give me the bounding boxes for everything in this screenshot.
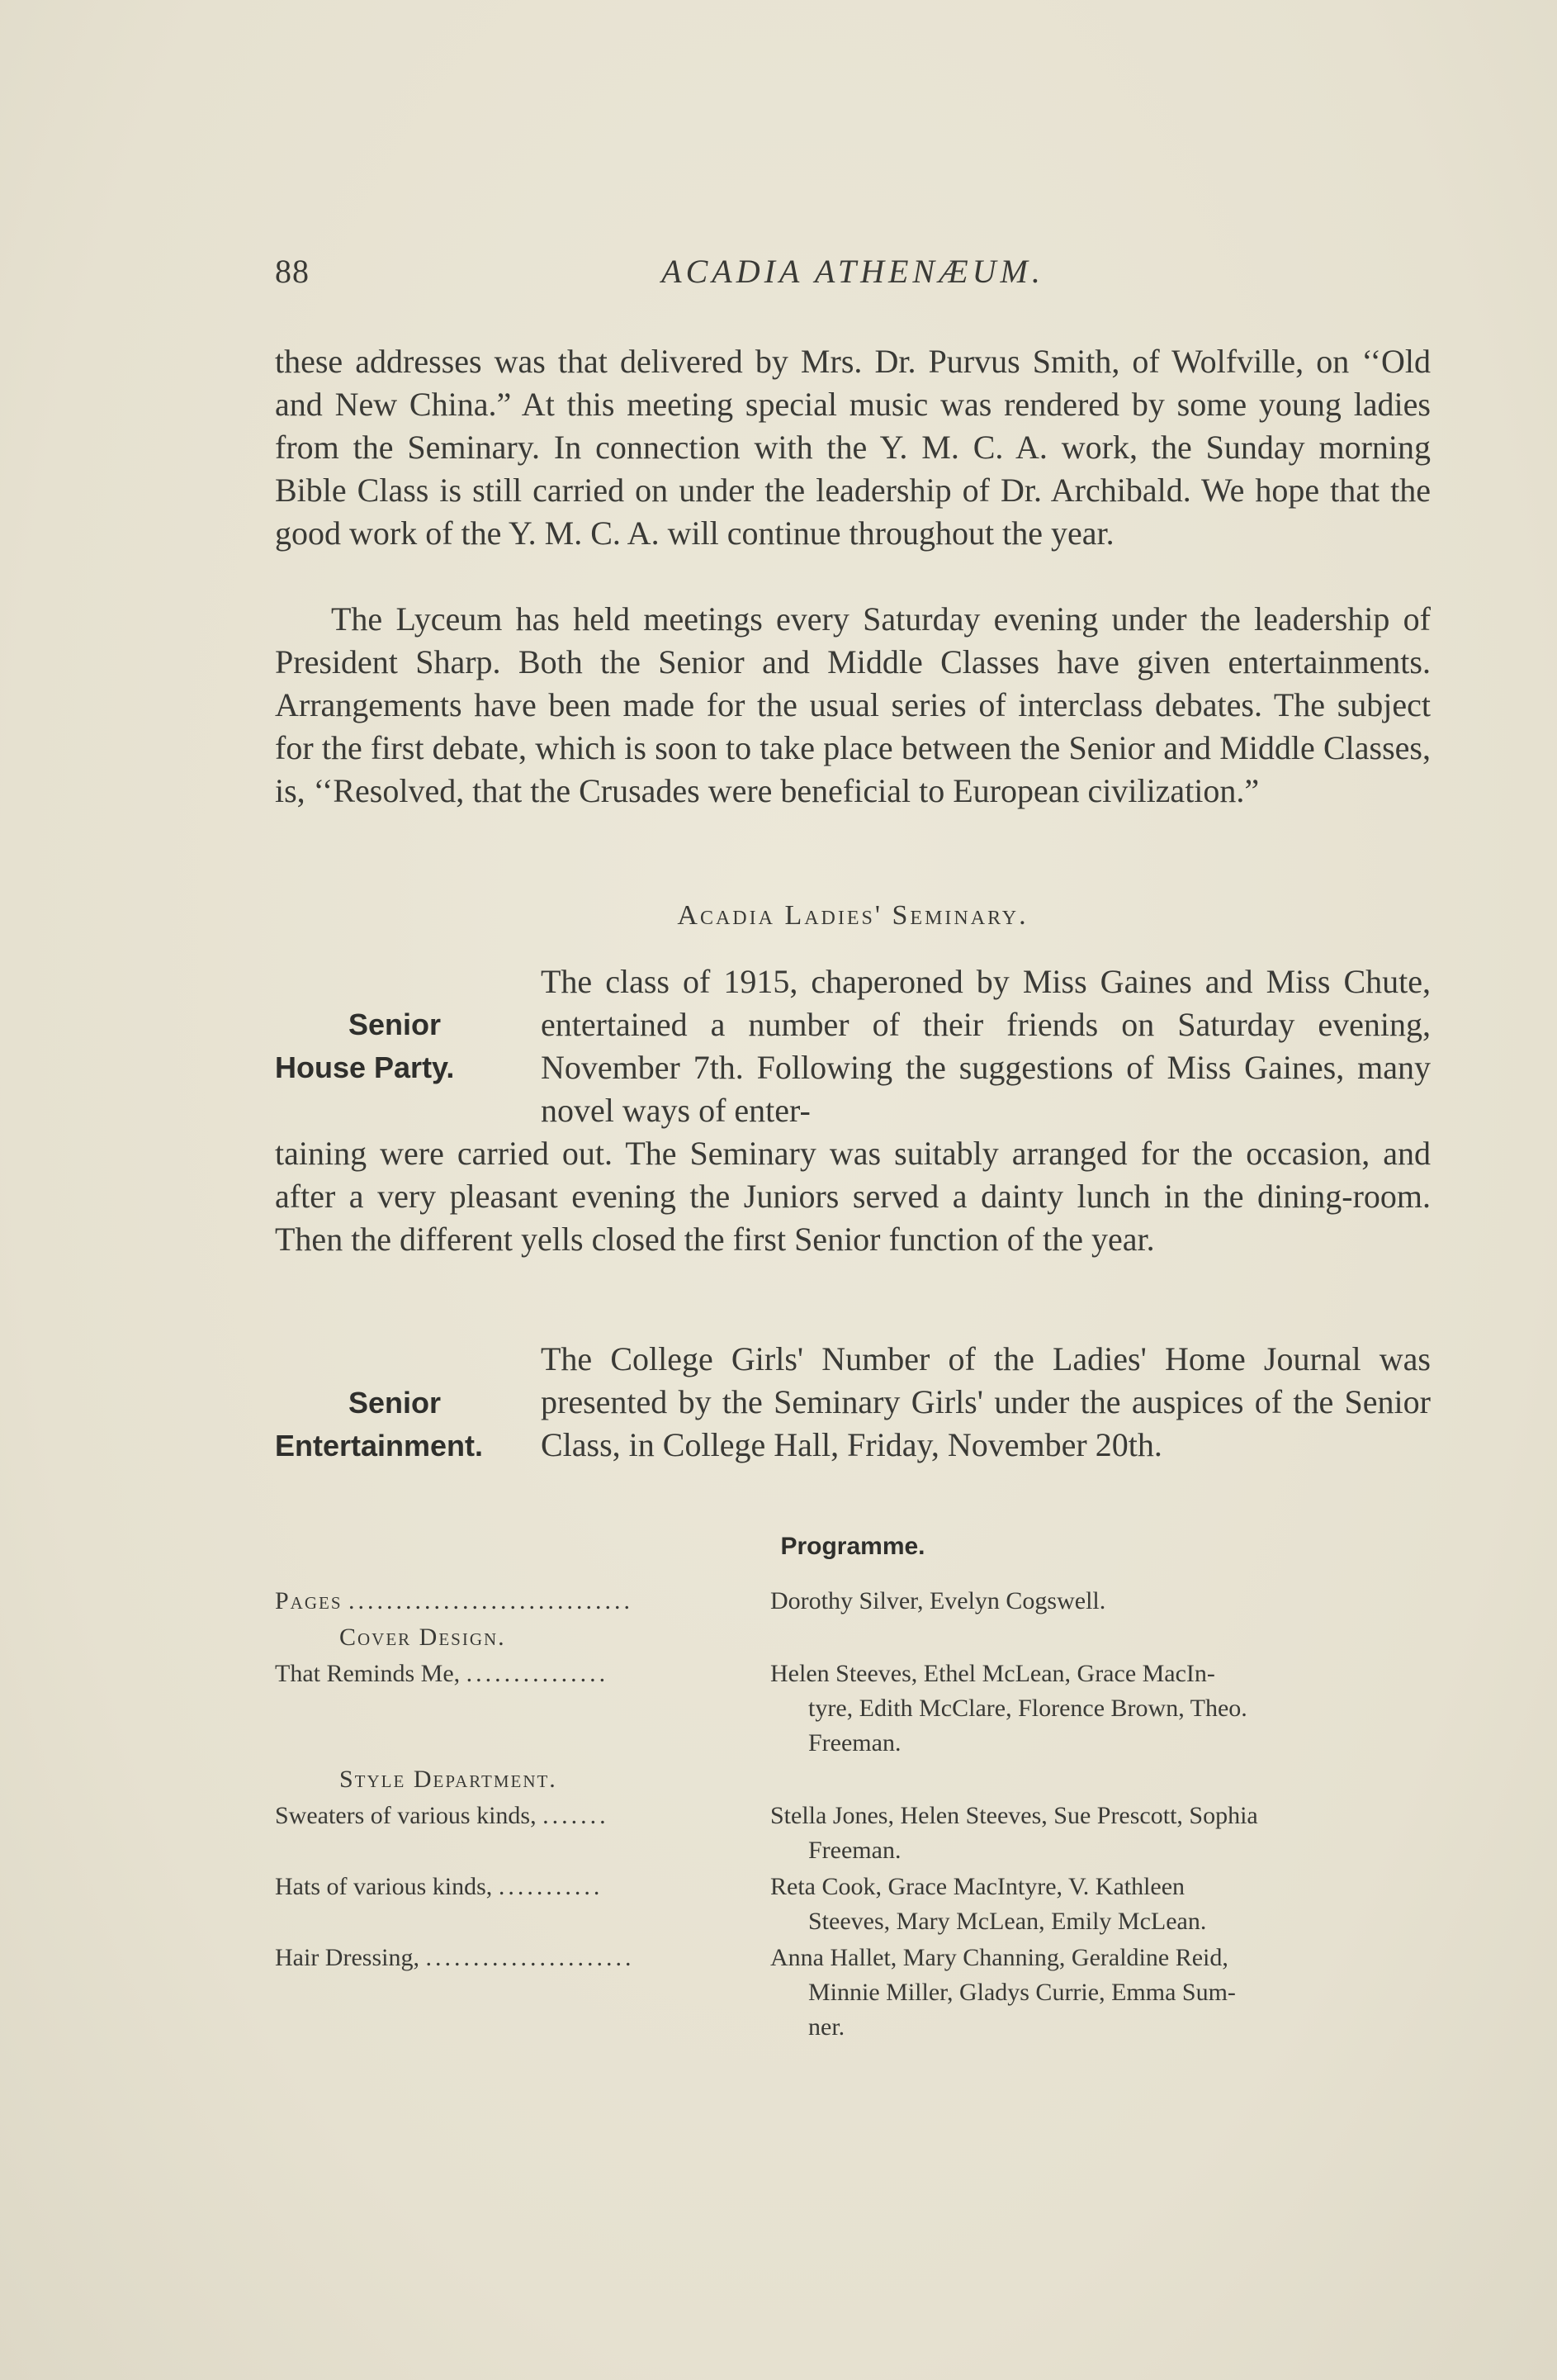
programme-item-performers <box>770 1584 1431 1619</box>
programme-leader-dots: .............................. <box>348 1587 634 1614</box>
programme-leader-dots: ...................... <box>425 1944 635 1971</box>
programme-item-title <box>275 1870 770 1904</box>
programme-item-label: Hair Dressing, <box>275 1944 419 1971</box>
programme-item-title <box>275 1657 770 1691</box>
programme-subhead: Style Department. <box>339 1766 557 1793</box>
sidehead-entertainment-line2: Entertainment. <box>275 1429 484 1463</box>
sidehead-house-party-line2: House Party. <box>275 1050 455 1084</box>
programme-item-label: That Reminds Me, <box>275 1660 461 1687</box>
programme-performers-line: Anna Hallet, Mary Channing, Geraldine Reid, <box>770 1944 1228 1971</box>
programme-item-performers <box>770 1799 1431 1868</box>
paragraph-ymca <box>275 340 1431 555</box>
page-header <box>275 252 1431 301</box>
sidehead-entertainment-line1: Senior <box>348 1386 442 1420</box>
paragraph-lyceum-text: The Lyceum has held meetings every Saturday evening under the leadership of President Sharp. Both the Senior and Middle Classes have given entertainments. Arrangements have been made for the usual series of interclass debates. The subject for the first debate, which is soon to take place between the Senior and Middle Classes, is, ‘‘Resolved, that the Crusades were beneficial to European civilization.” <box>275 600 1431 809</box>
programme-item-performers <box>770 1870 1431 1939</box>
programme-performers-line: Helen Steeves, Ethel McLean, Grace MacIn- <box>770 1660 1215 1687</box>
house-party-continuation-text: taining were carried out. The Seminary was suitably arranged for the occasion, and after a very pleasant evening the Juniors served a dainty lunch in the dining-room. Then the different yells closed the first Senior function of the year. <box>275 1135 1431 1258</box>
programme-subhead: Cover Design. <box>339 1624 506 1651</box>
programme-heading: Programme. <box>780 1533 925 1560</box>
paragraph-lyceum <box>275 598 1431 813</box>
programme-performers-continuation: ner. <box>808 2013 845 2041</box>
programme-leader-dots: ............... <box>466 1660 609 1687</box>
programme-leader-dots: ........... <box>498 1873 603 1900</box>
entertainment-indented-text: The College Girls' Number of the Ladies' Home Journal was presented by the Seminary Girls' under the auspices of the Senior Class, in College Hall, Friday, November 20th. <box>541 1340 1431 1463</box>
house-party-indented-text: The class of 1915, chaperoned by Miss Gaines and Miss Chute, entertained a number of their friends on Saturday evening, November 7th. Following the suggestions of Miss Gaines, many novel ways of enter- <box>541 963 1431 1129</box>
programme-performers-line: Reta Cook, Grace MacIntyre, V. Kathleen <box>770 1873 1185 1900</box>
running-title: ACADIA ATHENÆUM. <box>661 253 1044 290</box>
programme-performers-line: Dorothy Silver, Evelyn Cogswell. <box>770 1587 1106 1614</box>
programme-item-performers <box>770 1941 1431 2045</box>
programme-performers-continuation: Freeman. <box>808 1729 902 1757</box>
programme-performers-continuation: Minnie Miller, Gladys Currie, Emma Sum- <box>808 1979 1236 2006</box>
programme-performers-continuation: tyre, Edith McClare, Florence Brown, Theo. <box>808 1695 1247 1722</box>
paragraph-ymca-text: these addresses was that delivered by Mrs. Dr. Purvus Smith, of Wolfville, on ‘‘Old and New China.” At this meeting special music was rendered by some young ladies from the Seminary. In connection with the Y. M. C. A. work, the Sunday morning Bible Class is still carried on under the leadership of Dr. Archibald. We hope that the good work of the Y. M. C. A. will continue throughout the year. <box>275 343 1431 552</box>
programme-item-label: Hats of various kinds, <box>275 1873 493 1900</box>
programme-item-title <box>275 1799 770 1833</box>
programme-list <box>275 1584 1431 2046</box>
programme-item-performers <box>770 1657 1431 1761</box>
sidehead-house-party <box>275 1003 514 1089</box>
programme-leader-dots: ....... <box>542 1802 609 1829</box>
section-heading-seminary: Acadia Ladies' Seminary. <box>677 900 1029 931</box>
programme-item-title <box>275 1941 770 1975</box>
programme-performers-continuation: Freeman. <box>808 1837 902 1864</box>
sidehead-house-party-line1: Senior <box>348 1007 442 1041</box>
programme-performers-line: Stella Jones, Helen Steeves, Sue Prescott, Sophia <box>770 1802 1258 1829</box>
programme-item-label: Pages <box>275 1587 343 1614</box>
programme-item-label: Sweaters of various kinds, <box>275 1802 537 1829</box>
page-number: 88 <box>275 253 310 290</box>
programme-item-title <box>275 1584 770 1619</box>
programme-performers-continuation: Steeves, Mary McLean, Emily McLean. <box>808 1908 1207 1935</box>
sidehead-entertainment <box>275 1382 514 1467</box>
